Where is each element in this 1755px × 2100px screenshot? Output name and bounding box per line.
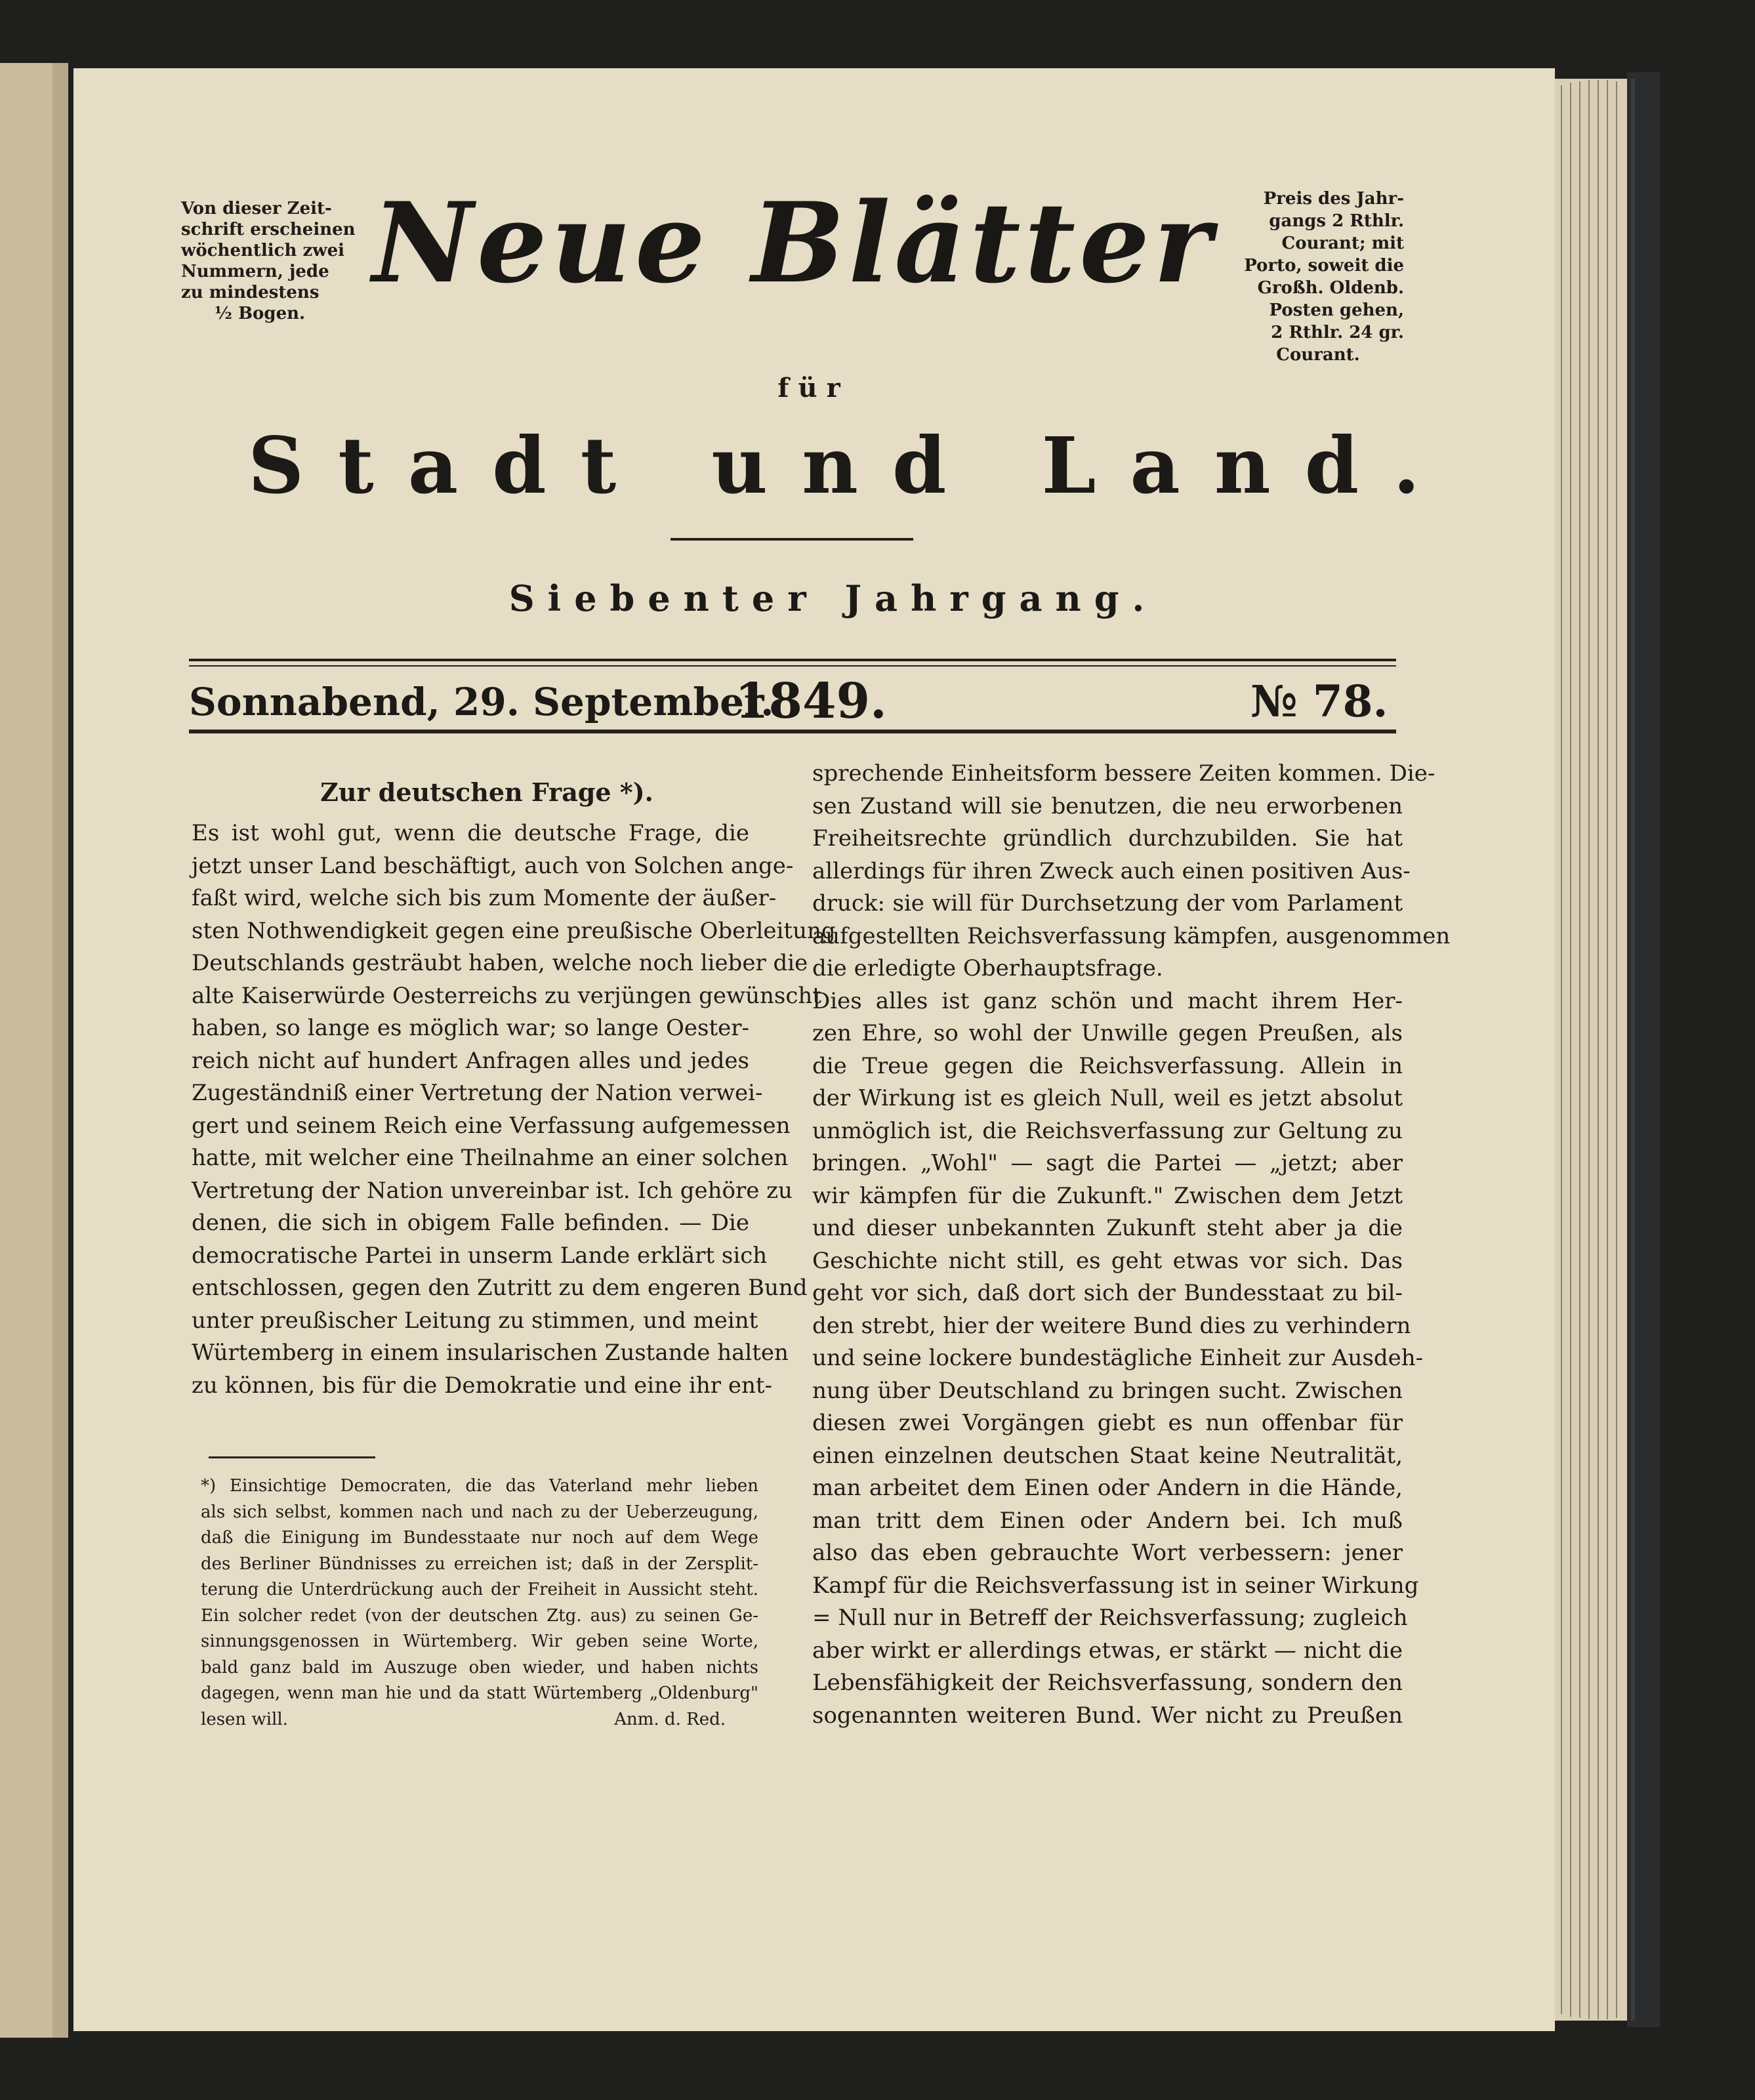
footnote-text-line: daß die Einigung im Bundesstaate nur noch auf dem Wege <box>201 1528 758 1548</box>
article-text-line: jetzt unser Land beschäftigt, auch von Solchen ange- <box>192 852 794 879</box>
article-text-line: Würtemberg in einem insularischen Zustande halten <box>192 1340 789 1366</box>
note-line: zu mindestens <box>181 283 320 302</box>
article-text-line: democratische Partei in unserm Lande erklärt sich <box>192 1242 768 1269</box>
note-line: Posten gehen, <box>1269 300 1404 320</box>
footnote-text-line: terung die Unterdrückung auch der Freiheit in Aussicht steht. <box>201 1580 758 1599</box>
article-text-line: aufgestellten Reichsverfassung kämpfen, ausgenommen <box>812 922 1451 949</box>
volume-label: Siebenter Jahrgang. <box>508 577 1158 619</box>
footnote-text-line: dagegen, wenn man hie und da statt Würtemberg „Oldenburg" <box>201 1683 758 1703</box>
article-text-line: also das eben gebrauchte Wort verbessern: jener <box>812 1540 1403 1566</box>
dateline-top-rule <box>189 659 1396 661</box>
article-text-line: Zugeständniß einer Vertretung der Nation verwei- <box>192 1080 763 1106</box>
article-text-line: reich nicht auf hundert Anfragen alles und jedes <box>192 1047 749 1074</box>
article-text-line: diesen zwei Vorgängen giebt es nun offenbar für <box>812 1410 1403 1436</box>
masthead-divider <box>671 538 913 541</box>
note-line: Nummern, jede <box>181 262 329 281</box>
note-line: 2 Rthlr. 24 gr. <box>1271 323 1404 342</box>
footnote-text-line: sinnungsgenossen in Würtemberg. Wir geben seine Worte, <box>201 1632 758 1651</box>
footnote-text-line: des Berliner Bündnisses zu erreichen ist; daß in der Zersplit- <box>201 1554 758 1574</box>
publication-frequency-note <box>181 198 356 324</box>
article-text-line: hatte, mit welcher eine Theilnahme an einer solchen <box>192 1145 789 1171</box>
article-text-line: die Treue gegen die Reichsverfassung. Allein in <box>812 1052 1403 1079</box>
note-line: wöchentlich zwei <box>181 241 345 260</box>
article-text-line: allerdings für ihren Zweck auch einen positiven Aus- <box>812 857 1411 884</box>
article-text-line: man arbeitet dem Einen oder Andern in die Hände, <box>812 1475 1403 1501</box>
footnote-text-line: *) Einsichtige Democraten, die das Vaterland mehr lieben <box>201 1476 758 1496</box>
article-text-line: unter preußischer Leitung zu stimmen, und meint <box>192 1307 758 1334</box>
article-text-line: den strebt, hier der weitere Bund dies zu verhindern <box>812 1312 1411 1339</box>
article-text-line: man tritt dem Einen oder Andern bei. Ich muß <box>812 1507 1403 1534</box>
article-left-lines <box>192 817 836 1402</box>
article-text-line: unmöglich ist, die Reichsverfassung zur Geltung zu <box>812 1117 1403 1144</box>
article-right-lines <box>812 758 1451 1732</box>
article-text-line: faßt wird, welche sich bis zum Momente der äußer- <box>192 885 777 911</box>
article-text-line: nung über Deutschland zu bringen sucht. Zwischen <box>812 1377 1403 1404</box>
masthead-title: Neue Blätter <box>372 178 1216 308</box>
note-line: ½ Bogen. <box>214 304 306 323</box>
article-text-line: sten Nothwendigkeit gegen eine preußische Oberleitung <box>192 917 836 944</box>
note-line: Großh. Oldenb. <box>1257 278 1404 298</box>
issue-date: Sonnabend, 29. September. <box>189 680 774 724</box>
article-text-line: denen, die sich in obigem Falle befinden. — Die <box>192 1210 749 1236</box>
article-text-line: die erledigte Oberhauptsfrage. <box>812 955 1163 981</box>
article-text-line: und dieser unbekannten Zukunft steht aber ja die <box>812 1215 1403 1241</box>
footnote-lines <box>201 1473 791 1733</box>
article-text-line: wir kämpfen für die Zukunft." Zwischen dem Jetzt <box>812 1182 1403 1209</box>
note-line: Preis des Jahr- <box>1263 189 1404 209</box>
article-text-line: und seine lockere bundestägliche Einheit zur Ausdeh- <box>812 1345 1424 1371</box>
subscription-price-note <box>1232 188 1404 366</box>
article-text-line: zu können, bis für die Demokratie und eine ihr ent- <box>192 1372 772 1399</box>
article-text-line: = Null nur in Betreff der Reichsverfassung; zugleich <box>812 1605 1408 1631</box>
footnote-text-line: lesen will. <box>201 1709 288 1729</box>
article-text-line: Deutschlands gesträubt haben, welche noch lieber die <box>192 950 808 976</box>
dateline-bottom-rule <box>189 730 1396 733</box>
footnote-text-line: Ein solcher redet (von der deutschen Ztg. aus) zu seinen Ge- <box>201 1605 758 1626</box>
article-text-line: Vertretung der Nation unvereinbar ist. Ich gehöre zu <box>192 1177 793 1204</box>
note-line: Von dieser Zeit- <box>181 199 332 218</box>
article-text-line: einen einzelnen deutschen Staat keine Neutralität, <box>812 1442 1403 1469</box>
article-text-line: druck: sie will für Durchsetzung der vom Parlament <box>812 890 1403 916</box>
article-text-line: sogenannten weiteren Bund. Wer nicht zu Preußen <box>812 1702 1403 1729</box>
footnote-rule <box>209 1456 375 1458</box>
article-text-line: gert und seinem Reich eine Verfassung aufgemessen <box>192 1112 791 1139</box>
article-text-line: zen Ehre, so wohl der Unwille gegen Preußen, als <box>812 1020 1403 1046</box>
article-text-line: Freiheitsrechte gründlich durchzubilden. Sie hat <box>812 825 1403 852</box>
article-text-line: der Wirkung ist es gleich Null, weil es jetzt absolut <box>812 1085 1403 1111</box>
issue-number: № 78. <box>1250 676 1388 727</box>
article-text-line: Es ist wohl gut, wenn die deutsche Frage, die <box>192 820 749 846</box>
footnote-signature: Anm. d. Red. <box>614 1709 726 1729</box>
article-text-line: Geschichte nicht still, es geht etwas vor sich. Das <box>812 1247 1403 1274</box>
article-heading: Zur deutschen Frage *). <box>320 777 653 807</box>
note-line: Porto, soweit die <box>1244 256 1404 276</box>
article-text-line: sprechende Einheitsform bessere Zeiten kommen. Die- <box>812 760 1435 787</box>
article-text-line: aber wirkt er allerdings etwas, er stärkt — nicht die <box>812 1637 1403 1664</box>
editorial-footnote <box>201 1473 791 1733</box>
article-column-left <box>192 773 836 1402</box>
article-text-line: Dies alles ist ganz schön und macht ihrem Her- <box>812 987 1403 1014</box>
dateline-top-rule-thin <box>189 665 1396 667</box>
article-text-line: Lebensfähigkeit der Reichsverfassung, sondern den <box>812 1670 1403 1696</box>
article-column-right <box>812 758 1451 1732</box>
note-line: Courant; mit <box>1281 234 1404 253</box>
masthead-connector: für <box>777 373 850 403</box>
article-text-line: bringen. „Wohl" — sagt die Partei — „jetzt; aber <box>812 1150 1403 1176</box>
issue-year: 1849. <box>735 673 887 730</box>
footnote-text-line: als sich selbst, kommen nach und nach zu der Ueberzeugung, <box>201 1502 758 1522</box>
article-text-line: geht vor sich, daß dort sich der Bundesstaat zu bil- <box>812 1280 1403 1306</box>
article-text-line: Kampf für die Reichsverfassung ist in seiner Wirkung <box>812 1572 1419 1599</box>
note-line: schrift erscheinen <box>181 220 356 239</box>
masthead-subtitle: Stadt und Land. <box>248 420 1455 511</box>
article-text-line: entschlossen, gegen den Zutritt zu dem engeren Bund <box>192 1275 808 1301</box>
footnote-text-line: bald ganz bald im Auszuge oben wieder, und haben nichts <box>201 1657 758 1678</box>
article-text-line: haben, so lange es möglich war; so lange Oester- <box>192 1015 749 1041</box>
note-line: gangs 2 Rthlr. <box>1269 211 1404 231</box>
note-line: Courant. <box>1276 345 1360 365</box>
article-text-line: alte Kaiserwürde Oesterreichs zu verjüngen gewünscht <box>192 982 821 1009</box>
article-text-line: sen Zustand will sie benutzen, die neu erworbenen <box>812 793 1403 819</box>
